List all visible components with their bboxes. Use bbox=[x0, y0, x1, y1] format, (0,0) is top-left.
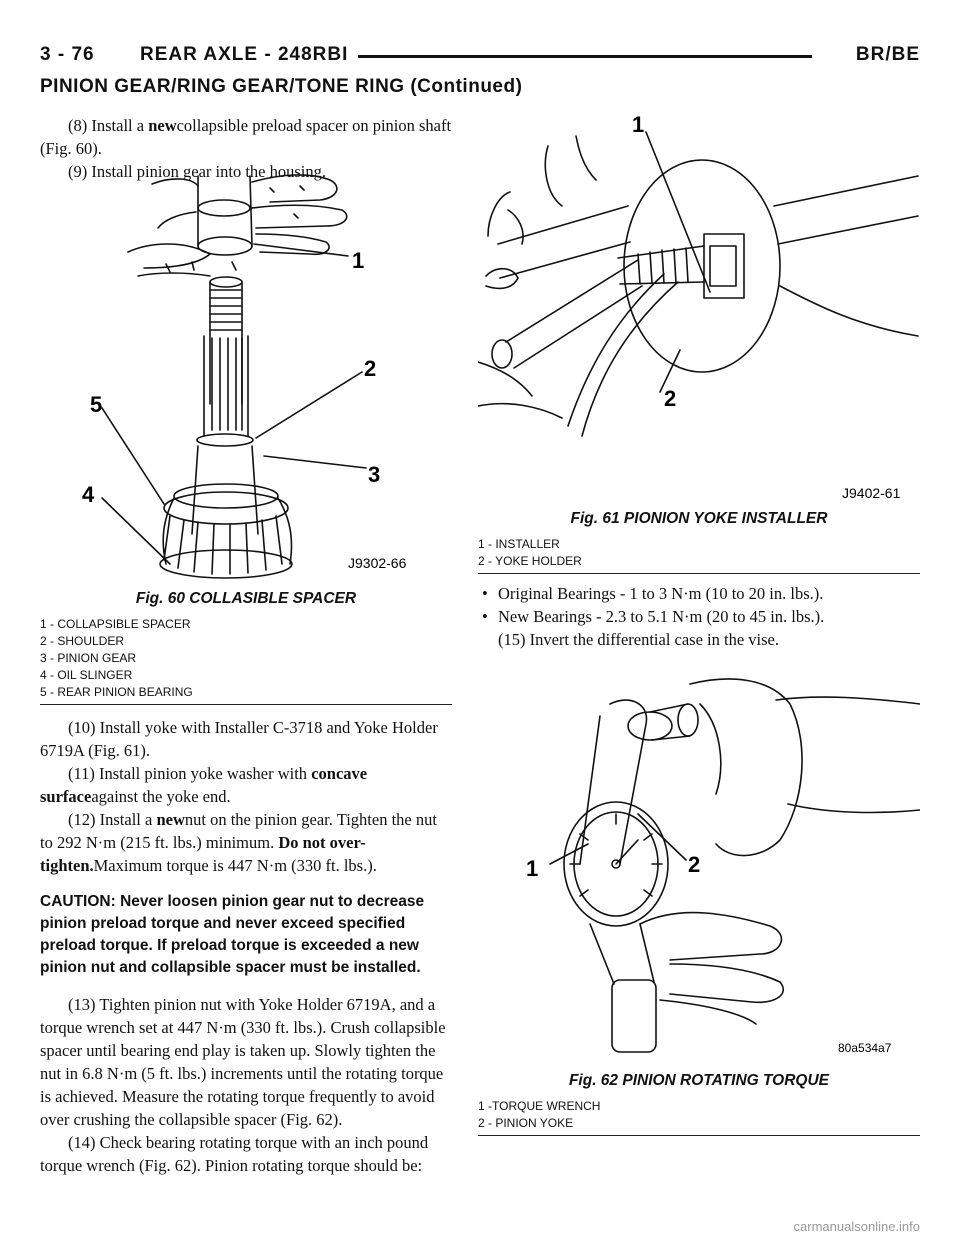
page-header bbox=[40, 44, 920, 72]
step-12: (12) Install a newnut on the pinion gear. Tighten the nut to 292 N·m (215 ft. lbs.) minimum. Do not over-tighten.Maximum torque is 447 N·m (330 ft. lbs.). bbox=[40, 810, 437, 875]
fig61-callout-2: 2 bbox=[664, 386, 677, 411]
fig61-callout-1: 1 bbox=[632, 112, 645, 137]
step-14: (14) Check bearing rotating torque with an inch pound torque wrench (Fig. 62). Pinion rotating torque should be: bbox=[40, 1133, 429, 1175]
fig62-legend-1: 1 -TORQUE WRENCH bbox=[478, 1099, 601, 1113]
fig62-callout-2: 2 bbox=[688, 852, 701, 877]
fig60-callout-3: 3 bbox=[368, 462, 381, 487]
fig61-rule bbox=[478, 573, 920, 574]
step-13: (13) Tighten pinion nut with Yoke Holder 6719A, and a torque wrench set at 447 N·m (330 ft. lbs.). Crush collapsible spacer until bearing end play is taken up. Slowly tighten the nut in 6.8 N·m (5 ft. lbs.) increments until the rotating torque is achieved. Measure the rotating torque frequently to avoid over crushing the collapsible spacer (Fig. 62). bbox=[40, 995, 446, 1129]
fig60-caption bbox=[40, 590, 452, 705]
section-subheader: PINION GEAR/RING GEAR/TONE RING (Continued) bbox=[40, 76, 523, 97]
fig62-illustration bbox=[520, 664, 920, 1064]
header-rule bbox=[358, 55, 812, 58]
step-15: (15) Invert the differential case in the vise. bbox=[498, 630, 779, 649]
fig60-illustration bbox=[80, 168, 452, 580]
fig62-code: 80a534a7 bbox=[838, 1041, 892, 1055]
fig60-legend-5: 5 - REAR PINION BEARING bbox=[40, 685, 193, 699]
fig61-legend-1: 1 - INSTALLER bbox=[478, 537, 560, 551]
fig60-callout-1: 1 bbox=[352, 248, 365, 273]
fig62-rule bbox=[478, 1135, 920, 1136]
fig60-callout-5: 5 bbox=[90, 392, 103, 417]
caution-note: CAUTION: Never loosen pinion gear nut to decrease pinion preload torque and never exceed specified preload torque. If preload torque is exceeded a new pinion nut and collapsible spacer must be installed. bbox=[40, 893, 425, 976]
step-10: (10) Install yoke with Installer C-3718 and Yoke Holder 6719A (Fig. 61). bbox=[40, 718, 438, 760]
left-column-bottom bbox=[40, 716, 452, 1177]
fig60-callout-4: 4 bbox=[82, 482, 95, 507]
fig62-caption bbox=[478, 1072, 920, 1136]
fig61-illustration bbox=[478, 106, 920, 506]
right-column-text bbox=[478, 582, 920, 651]
fig60-legend-1: 1 - COLLAPSIBLE SPACER bbox=[40, 617, 191, 631]
step-9: (9) Install pinion gear into the housing. bbox=[68, 162, 326, 181]
page-number: 3 - 76 bbox=[40, 44, 95, 65]
fig61-legend-2: 2 - YOKE HOLDER bbox=[478, 554, 582, 568]
bullet-original-bearings: • Original Bearings - 1 to 3 N·m (10 to 20 in. lbs.). bbox=[478, 582, 920, 605]
model-code: BR/BE bbox=[855, 44, 920, 65]
fig62-legend-2: 2 - PINION YOKE bbox=[478, 1116, 574, 1130]
bullet-new-bearings: • New Bearings - 2.3 to 5.1 N·m (20 to 45 in. lbs.). bbox=[478, 605, 920, 628]
fig60-legend-4: 4 - OIL SLINGER bbox=[40, 668, 133, 682]
fig61-caption bbox=[478, 510, 920, 574]
step-8: (8) Install a newcollapsible preload spacer on pinion shaft (Fig. 60). bbox=[40, 116, 452, 158]
fig60-code: J9302-66 bbox=[348, 555, 407, 571]
fig62-title: Fig. 62 PINION ROTATING TORQUE bbox=[568, 1072, 830, 1089]
fig61-title: Fig. 61 PIONION YOKE INSTALLER bbox=[570, 510, 828, 527]
section-title: REAR AXLE - 248RBI bbox=[140, 44, 349, 65]
step-11: (11) Install pinion yoke washer with concave surfaceagainst the yoke end. bbox=[40, 764, 368, 806]
fig60-callout-2: 2 bbox=[364, 356, 377, 381]
fig60-legend-3: 3 - PINION GEAR bbox=[40, 651, 137, 665]
fig60-title: Fig. 60 COLLASIBLE SPACER bbox=[135, 590, 357, 607]
fig60-rule bbox=[40, 704, 452, 705]
fig61-code: J9402-61 bbox=[842, 485, 901, 501]
fig62-callout-1: 1 bbox=[526, 856, 539, 881]
watermark: carmanualsonline.info bbox=[793, 1219, 920, 1234]
fig60-legend-2: 2 - SHOULDER bbox=[40, 634, 125, 648]
